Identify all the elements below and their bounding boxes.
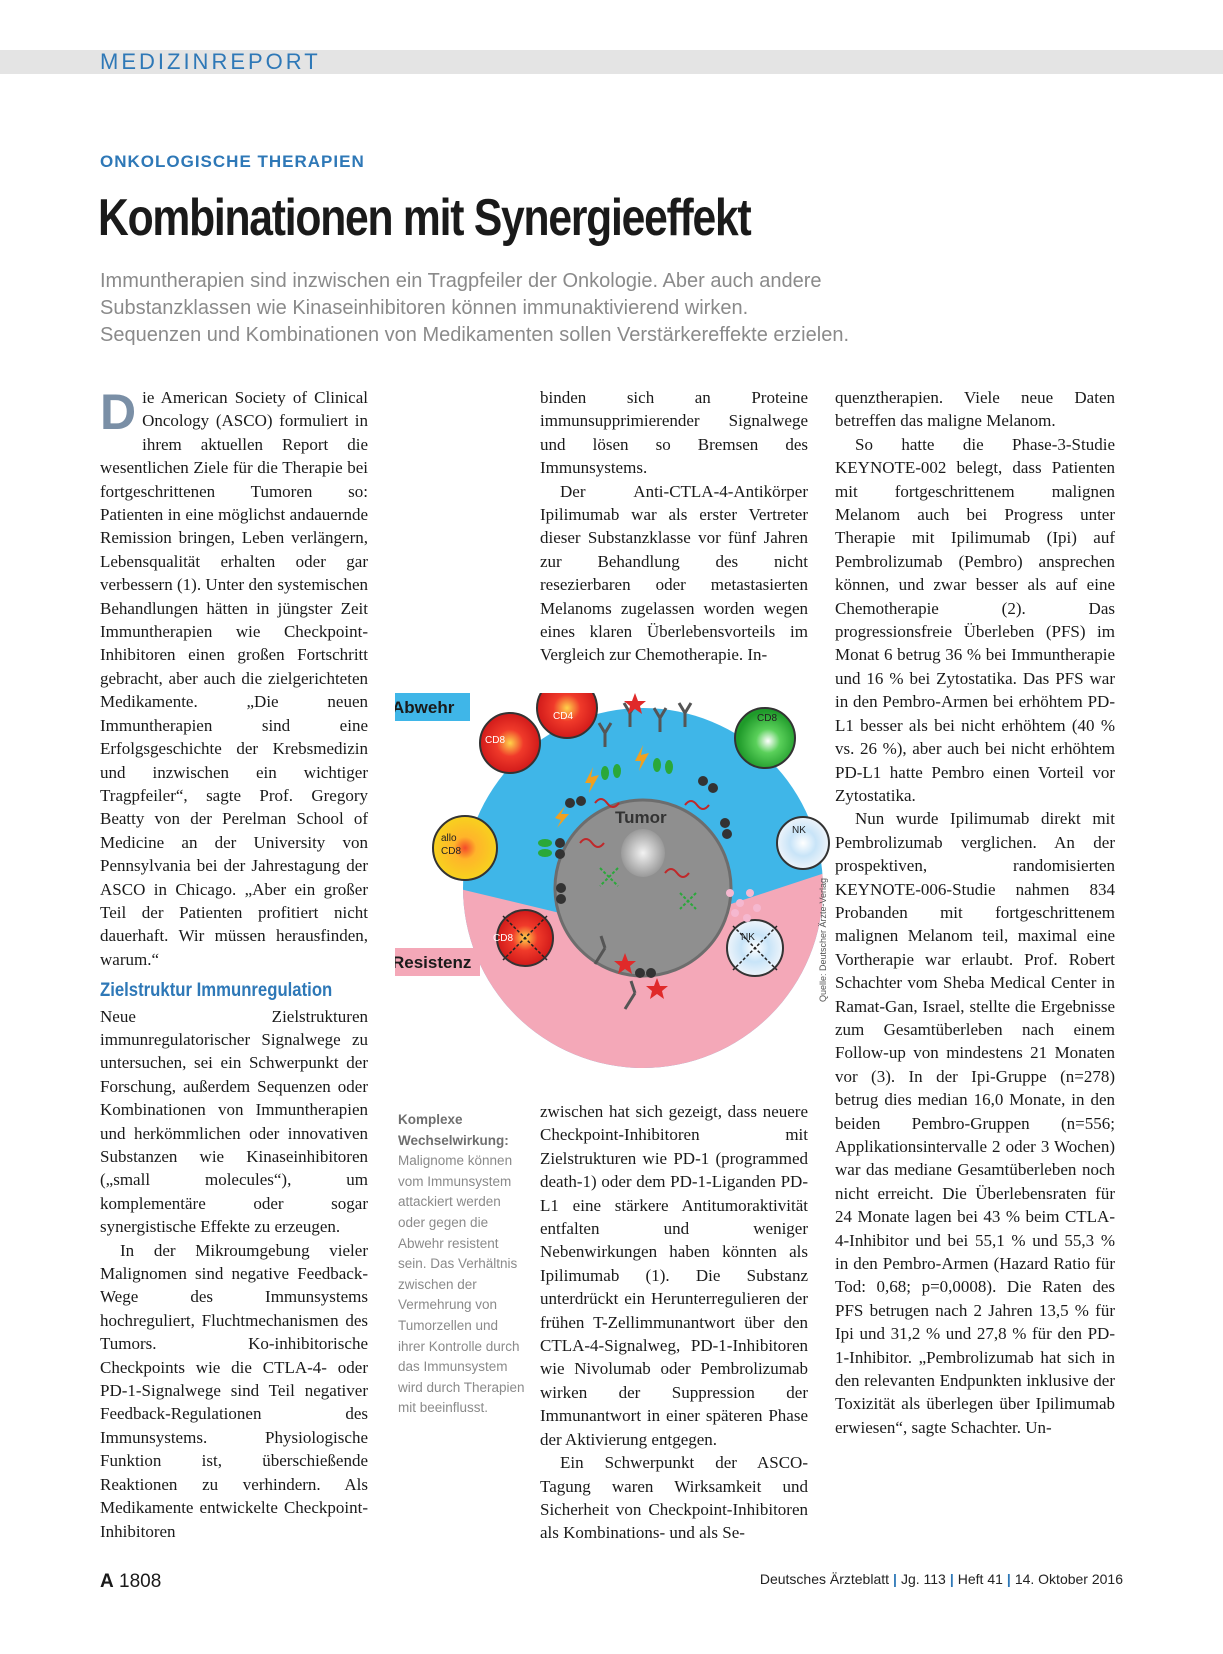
figure-caption (398, 1110, 528, 1419)
text-column-1 (100, 386, 368, 1543)
dropcap: D (100, 384, 137, 440)
article-lead (100, 268, 1000, 349)
allo-label: allo (441, 833, 457, 844)
text-column-2-top (540, 386, 808, 667)
cd8-label: CD8 (493, 933, 514, 944)
figure-credit: Quelle: Deutscher Ärzte-Verlag (818, 877, 828, 1002)
text-column-2-bottom (540, 1100, 808, 1545)
lead-line: Sequenzen und Kombinationen von Medikamenten sollen Verstärkereffekte erzielen. (100, 324, 849, 346)
journal-volume: Jg. 113 (900, 1571, 946, 1587)
paragraph: Der Anti-CTLA-4-Antikörper Ipilimumab war als erster Vertreter dieser Substanzklasse vor fünf Jahren zur Behandlung des nicht resezierbaren oder metastasierten Melanoms zugelassen worden wegen eines klaren Überlebensvorteils im Vergleich zur Chemotherapie. In- (540, 481, 808, 665)
paragraph: Neue Zielstrukturen immunregulatorischer Signalwege zu untersuchen, sei ein Schwerpunkt der Forschung, außerdem Sequenzen oder Kombinationen von Immuntherapien und herkömmlichen oder innovativen Substanzen wie Kinaseinhibitoren („small molecules“), um komplementäre oder sogar synergistische Effekte zu erzeugen. (100, 1006, 368, 1237)
cd8-label: CD8 (757, 713, 778, 724)
article-headline: Kombinationen mit Synergieeffekt (98, 189, 751, 247)
resistenz-label: Resistenz (395, 953, 472, 972)
nk-label: NK (741, 932, 755, 943)
caption-text: Malignome können vom Immunsystem attackiert werden oder gegen die Abwehr resistent sein. Das Verhältnis zwischen der Vermehrung von Tumorzellen und ihrer Kontrolle durch das Immunsystem wird durch Therapien mit beeinflusst. (398, 1153, 525, 1416)
tumor-label: Tumor (615, 808, 667, 827)
paragraph: zwischen hat sich gezeigt, dass neuere Checkpoint-Inhibitoren mit Zielstrukturen wie PD-1 (programmed death-1) oder dem PD-1-Liganden PD-L1 eine stärkere Antitumoraktivität entfalten und weniger Nebenwirkungen haben könnten als Ipilimumab (1). Die Substanz unterdrückt ein Herunterregulieren der frühen T-Zellimmunantwort über den CTLA-4-Signalweg, PD-1-Inhibitoren wie Nivolumab oder Pembrolizumab wirken der Suppression der Immunantwort in einer späteren Phase der Aktivierung entgegen. (540, 1102, 808, 1449)
article-kicker: ONKOLOGISCHE THERAPIEN (100, 152, 365, 171)
paragraph: So hatte die Phase-3-Studie KEYNOTE-002 belegt, dass Patienten mit fortgeschrittenem malignen Melanom auch bei Progress unter Therapie mit Ipilimumab (Ipi) auf Pembrolizumab (Pembro) ansprechen können, und zwar besser als auf eine Chemotherapie (2). Das progressionsfreie Überleben (PFS) im Monat 6 betrug 36 % bei Immuntherapie und 16 % bei Zytostatika. Das PFS war in den Pembro-Armen bei erhöhtem PD-L1 besser als bei nicht erhöhtem (40 % vs. 26 %), aber auch bei nicht erhöhtem PD-L1 hatte Pembro einen Vorteil vor Zytostatika. (835, 434, 1115, 805)
lead-line: Immuntherapien sind inzwischen ein Tragpfeiler der Onkologie. Aber auch andere (100, 270, 822, 292)
abwehr-label: Abwehr (395, 698, 455, 717)
lead-line: Substanzklassen wie Kinaseinhibitoren können immunaktivierend wirken. (100, 297, 749, 319)
cd4-label: CD4 (553, 711, 574, 722)
section-label: MEDIZINREPORT (100, 49, 321, 74)
journal-date: 14. Oktober 2016 (1014, 1571, 1123, 1587)
journal-info: Deutsches Ärzteblatt | Jg. 113 | Heft 41 | 14. Oktober 2016 (759, 1571, 1123, 1587)
diagram-svg (395, 693, 845, 1073)
paragraph: In der Mikroumgebung vieler Malignomen sind negative Feedback-Wege des Immunsystems hochreguliert, Fluchtmechanismen des Tumors. Ko-inhibitorische Checkpoints wie die CTLA-4- oder PD-1-Signalwege sind Teil negativer Feedback-Regulationen des Immunsystems. Physiologische Funktion ist, überschießende Reaktionen zu verhindern. Als Medikamente entwickelte Checkpoint-Inhibitoren (100, 1240, 368, 1541)
text-column-3 (835, 386, 1115, 1439)
tumor-nucleus (621, 829, 665, 877)
paragraph: Ein Schwerpunkt der ASCO-Tagung waren Wirksamkeit und Sicherheit von Checkpoint-Inhibitoren als Kombinations- und als Se- (540, 1453, 808, 1543)
paragraph: Nun wurde Ipilimumab direkt mit Pembrolizumab verglichen. An der prospektiven, randomisierten KEYNOTE-006-Studie nahmen 834 Probanden mit fortgeschrittenem malignen Melanom teil, maximal eine Vortherapie war erlaubt. Prof. Robert Schachter vom Sheba Medical Center in Ramat-Gan, Israel, stellte die Ergebnisse zum Gesamtüberleben nach einem Follow-up von mindestens 21 Monaten vor (3). In der Ipi-Gruppe (n=278) betrug dies median 16,0 Monate, in den beiden Pembro-Gruppen (n=556; Applikationsintervalle 2 oder 3 Wochen) war das mediane Gesamtüberleben noch nicht erreicht. Die Überlebensraten für 24 Monate lagen bei 43 % beim CTLA-4-Inhibitor und bei 55,1 % und 55,3 % in den Pembro-Armen (Hazard Ratio für Tod: 0,68; p=0,0008). Die Raten des PFS betrugen nach 2 Jahren 13,5 % für Ipi und 31,2 % und 27,8 % für den PD-1-Inhibitor. „Pembrolizumab hat sich in den relevanten Endpunkten inklusive der Toxizität als überlegen über Ipilimumab erwiesen“, sagte Schachter. Un- (835, 809, 1115, 1437)
paragraph: quenztherapien. Viele neue Daten betreffen das maligne Melanom. (835, 388, 1115, 431)
nk-label: NK (792, 825, 806, 836)
paragraph: ie American Society of Clinical Oncology (ASCO) formuliert in ihrem aktuellen Report die wesentlichen Ziele für die Therapie bei fortgeschrittenen Tumoren so: Patienten in eine möglichst andauernde Remission bringen, Leben verlängern, Lebensqualität erhalten oder gar verbessern (1). Unter den systemischen Behandlungen hätten in jüngster Zeit Immuntherapien wie Checkpoint-Inhibitoren einen großen Fortschritt gebracht, aber auch die zielgerichteten Medikamente. „Die neuen Immuntherapien sind eine Erfolgsgeschichte der Krebsmedizin und inzwischen ein wichtiger Tragpfeiler“, sagte Prof. Gregory Beatty von der Perelman School of Medicine an der University von Pennsylvania bei der Jahrestagung der ASCO in Chicago. „Aber ein großer Teil der Patienten profitiert nicht dauerhaft. Wir müssen herausfinden, warum.“ (100, 388, 368, 969)
journal-issue: Heft 41 (957, 1571, 1003, 1587)
page-number: A 1808 (100, 1571, 162, 1592)
paragraph: binden sich an Proteine immunsupprimierender Signalwege und lösen so Bremsen des Immunsystems. (540, 388, 808, 478)
journal-name: Deutsches Ärzteblatt (759, 1571, 890, 1587)
figure-tumor-immune-diagram (395, 693, 845, 1073)
caption-title: Komplexe Wechselwirkung: (398, 1112, 509, 1148)
allo-cd8-label: CD8 (441, 846, 462, 857)
subheading: Zielstruktur Immunregulation (100, 980, 333, 1002)
cd8-label: CD8 (485, 735, 506, 746)
